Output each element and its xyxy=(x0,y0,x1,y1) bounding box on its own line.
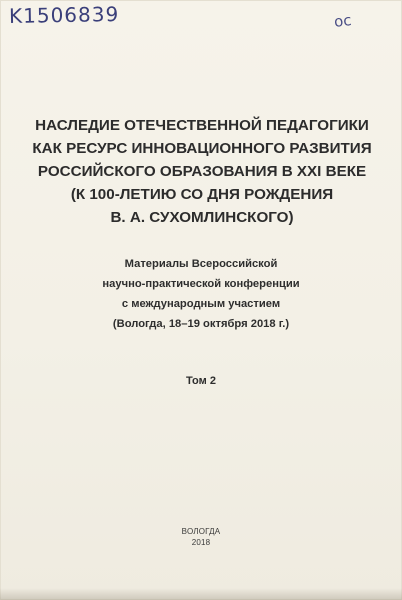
subtitle-line: Материалы Всероссийской xyxy=(124,258,278,270)
imprint xyxy=(140,526,262,548)
book-title xyxy=(22,114,382,229)
subtitle-line: с международным участием xyxy=(121,298,281,310)
page-bottom-shadow xyxy=(0,588,402,600)
subtitle-line: научно-практической конференции xyxy=(102,278,300,290)
volume-label: Том 2 xyxy=(186,375,216,387)
title-line: НАСЛЕДИЕ ОТЕЧЕСТВЕННОЙ ПЕДАГОГИКИ xyxy=(35,117,369,134)
title-line: РОССИЙСКОГО ОБРАЗОВАНИЯ В XXI ВЕКЕ xyxy=(37,163,367,180)
title-line: (К 100-ЛЕТИЮ СО ДНЯ РОЖДЕНИЯ xyxy=(70,186,334,203)
imprint-year: 2018 xyxy=(191,538,211,547)
handwritten-mark: ос xyxy=(333,11,353,31)
subtitle-line: (Вологда, 18–19 октября 2018 г.) xyxy=(112,318,290,330)
book-subtitle xyxy=(40,254,362,334)
imprint-city: ВОЛОГДА xyxy=(181,527,221,536)
title-line: КАК РЕСУРС ИННОВАЦИОННОГО РАЗВИТИЯ xyxy=(32,140,372,157)
handwritten-inventory-number: K1506839 xyxy=(8,2,120,28)
title-line: В. А. СУХОМЛИНСКОГО) xyxy=(110,209,294,226)
